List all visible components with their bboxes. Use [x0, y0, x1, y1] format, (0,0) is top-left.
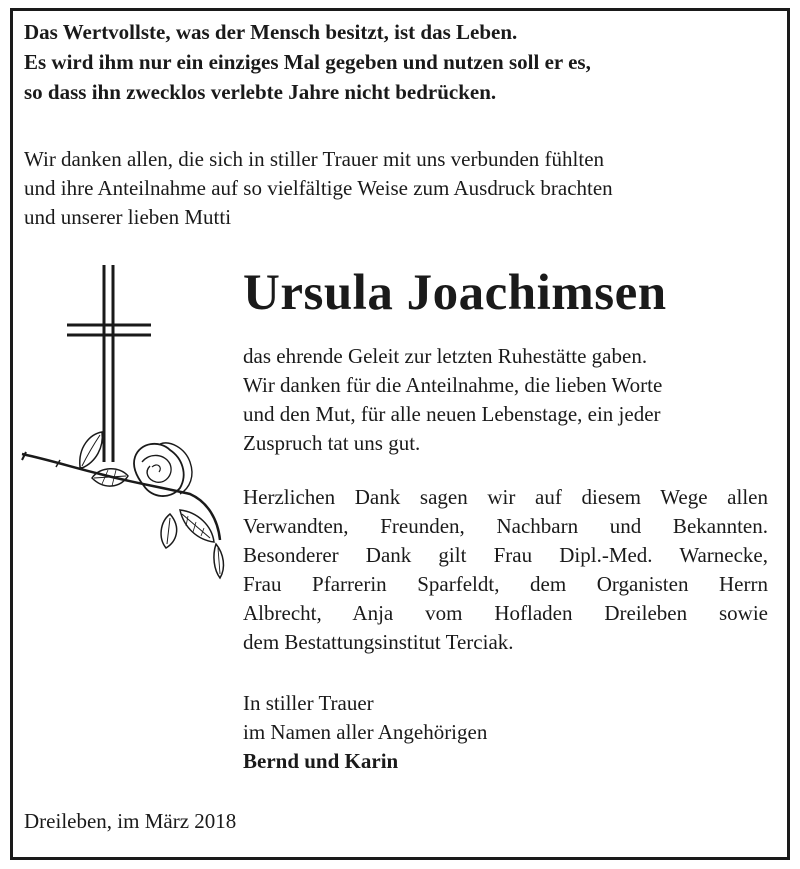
- paragraph-line: Albrecht, Anja vom Hofladen Dreileben sowie: [243, 601, 768, 625]
- paragraph-line: Zuspruch tat uns gut.: [243, 431, 421, 455]
- signature-names: Bernd und Karin: [243, 749, 399, 773]
- paragraph-line: und den Mut, für alle neuen Lebenstage, ein jeder: [243, 402, 661, 426]
- intro-line: Wir danken allen, die sich in stiller Trauer mit uns verbunden fühlten: [24, 147, 605, 171]
- quote-line: Es wird ihm nur ein einziges Mal gegeben und nutzen soll er es,: [24, 50, 591, 74]
- paragraph-line: dem Bestattungsinstitut Terciak.: [243, 630, 514, 654]
- paragraph-line: Frau Pfarrerin Sparfeldt, dem Organisten Herrn: [243, 572, 768, 596]
- place-and-date: Dreileben, im März 2018: [24, 809, 237, 833]
- paragraph-line: das ehrende Geleit zur letzten Ruhestätte gaben.: [243, 344, 648, 368]
- signature-line: In stiller Trauer: [243, 691, 374, 715]
- paragraph-line: Wir danken für die Anteilnahme, die lieben Worte: [243, 373, 663, 397]
- intro-line: und unserer lieben Mutti: [24, 205, 232, 229]
- signature-line: im Namen aller Angehörigen: [243, 720, 488, 744]
- thanks-paragraph-2: [243, 483, 768, 657]
- paragraph-line: Herzlichen Dank sagen wir auf diesem Wege allen: [243, 485, 768, 509]
- paragraph-line: Verwandten, Freunden, Nachbarn und Bekannten.: [243, 514, 768, 538]
- cross-with-rose-icon: [20, 262, 235, 592]
- quote-line: so dass ihn zwecklos verlebte Jahre nicht bedrücken.: [24, 80, 497, 104]
- intro-line: und ihre Anteilnahme auf so vielfältige Weise zum Ausdruck brachten: [24, 176, 613, 200]
- deceased-name: Ursula Joachimsen: [243, 265, 667, 321]
- intro-text: [24, 145, 774, 232]
- opening-quote: [24, 17, 764, 107]
- paragraph-line: Besonderer Dank gilt Frau Dipl.-Med. Warnecke,: [243, 543, 768, 567]
- signature-block: [243, 689, 487, 776]
- quote-line: Das Wertvollste, was der Mensch besitzt, ist das Leben.: [24, 20, 518, 44]
- thanks-paragraph-1: [243, 342, 768, 458]
